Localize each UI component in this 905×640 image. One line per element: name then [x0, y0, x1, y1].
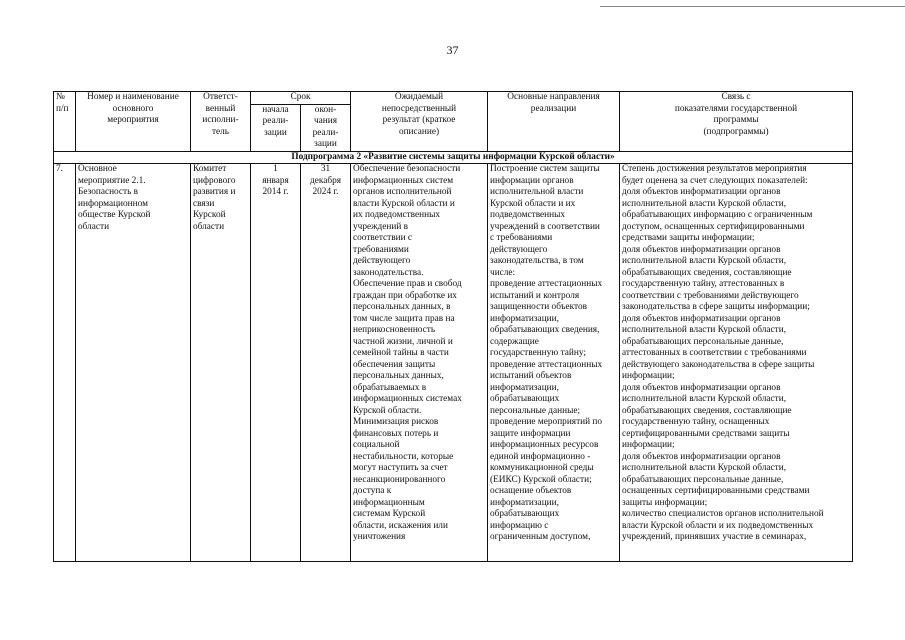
header-result: Ожидаемый непосредственный результат (краткое описание) — [351, 92, 488, 152]
header-term: Срок — [251, 92, 351, 105]
header-name: Номер и наименование основного мероприятия — [76, 92, 191, 152]
header-term-end: окон- чания реали- зации — [301, 104, 351, 151]
subprogram-row — [54, 151, 853, 164]
subprogram-title: Подпрограмма 2 «Развитие системы защиты информации Курской области» — [54, 151, 853, 164]
table-row — [54, 164, 853, 562]
page-number: 37 — [446, 43, 459, 57]
row-result: Обеспечение безопасности информационных систем органов исполнительной власти Курской области и их подведомственных учреждений в соответствии с требованиями действующего законодательства. Обеспечение прав и свобод граждан при обработке их персональных данных, в том числе защита прав на неприкосновенность частной жизни, личной и семейной тайны в части обеспечения защиты персональных данных, обрабатываемых в информационных системах Курской области. Минимизация рисков финансовых потерь и социальной нестабильности, которые могут наступить за счет несанкционированного доступа к информационным системам Курской области, искажения или уничтожения — [351, 164, 488, 562]
row-end: 31 декабря 2024 г. — [301, 164, 351, 562]
header-link: Связь с показателями государственной программы (подпрограммы) — [620, 92, 853, 152]
row-executor: Комитет цифрового развития и связи Курской области — [191, 164, 251, 562]
header-row — [54, 92, 853, 105]
top-rule — [600, 6, 905, 7]
row-start: 1 января 2014 г. — [251, 164, 301, 562]
row-link: Степень достижения результатов мероприятия будет оценена за счет следующих показателей: доля объектов информатизации органов исполнительной власти Курской области, обрабатывающих информацию с ограниченным доступом, оснащенных сертифицированными средствами защиты информации; доля объектов информатизации органов исполнительной власти Курской области, обрабатывающих сведения, составляющие государственную тайну, аттестованных в соответствии с требованиями действующего законодательства в сфере защиты информации; доля объектов информатизации органов исполнительной власти Курской области, обрабатывающих персональные данные, аттестованных в соответствии с требованиями действующего законодательства в сфере защиты информации; доля объектов информатизации органов исполнительной власти Курской области, обрабатывающих сведения, составляющие государственную тайну, оснащенных сертифицированными средствами защиты информации; доля объектов информатизации органов исполнительной власти Курской области, обрабатывающих персональные данные, оснащенных сертифицированными средствами защиты информации; количество специалистов органов исполнительной власти Курской области и их подведомственных учреждений, принявших участие в семинарах, — [620, 164, 853, 562]
header-executor: Ответст- венный исполни- тель — [191, 92, 251, 152]
header-term-start: начала реали- зации — [251, 104, 301, 151]
row-name: Основное мероприятие 2.1. Безопасность в информационном обществе Курской области — [76, 164, 191, 562]
row-directions: Построение систем защиты информации органов исполнительной власти Курской области и их подведомственных учреждений в соответствии с требованиями действующего законодательства, в том числе: проведение аттестационных испытаний и контроля защищенности объектов информатизации, обрабатывающих сведения, содержащие государственную тайну; проведение аттестационных испытаний объектов информатизации, обрабатывающих персональные данные; проведение мероприятий по защите информации информационных ресурсов единой информационно - коммуникационной среды (ЕИКС) Курской области; оснащение объектов информатизации, обрабатывающих информацию с ограниченным доступом, — [488, 164, 620, 562]
header-num: № п/п — [54, 92, 76, 152]
header-directions: Основные направления реализации — [488, 92, 620, 152]
row-num: 7. — [54, 164, 76, 562]
activities-table — [53, 91, 853, 562]
